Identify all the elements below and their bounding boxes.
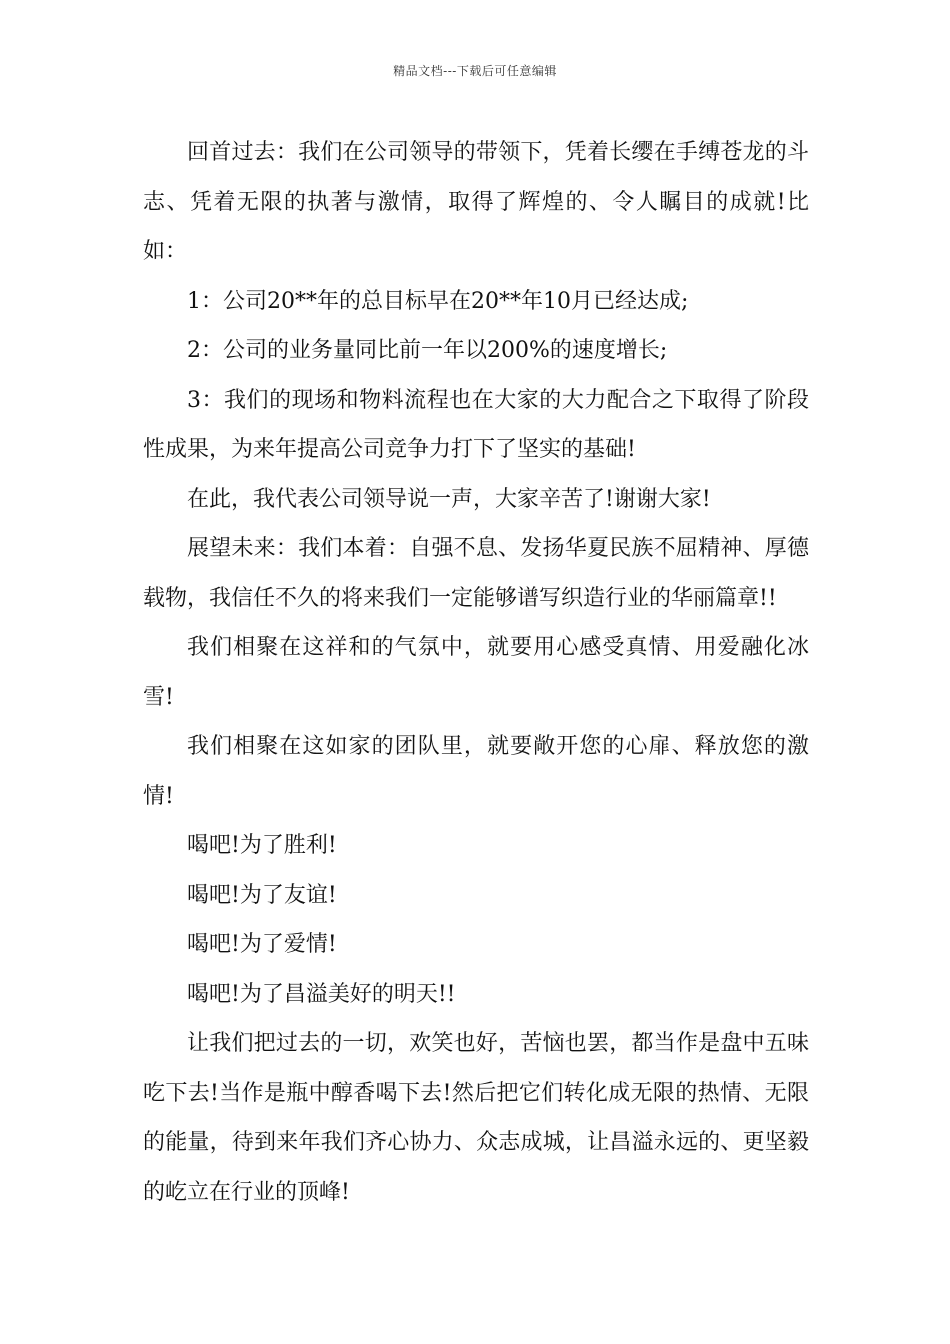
page-header: 精品文档---下载后可任意编辑 xyxy=(393,64,557,78)
paragraph-toast-friendship: 喝吧!为了友谊! xyxy=(187,882,337,908)
paragraph-closing: 让我们把过去的一切，欢笑也好，苦恼也罢，都当作是盘中五味吃下去!当作是瓶中醇香喝下去!然后把它们转化成无限的热情、无限的能量，待到来年我们齐心协力、众志成城，让昌溢永远的、更坚毅的屹立在行业的顶峰! xyxy=(143,1031,809,1205)
paragraph-toast-victory: 喝吧!为了胜利! xyxy=(187,833,337,858)
paragraph-toast-love: 喝吧!为了爱情! xyxy=(187,932,337,957)
paragraph-gathering-2: 我们相聚在这如家的团队里，就要敞开您的心扉、释放您的激情! xyxy=(143,734,809,809)
paragraph-item-1: 1：公司20**年的总目标早在20**年10月已经达成; xyxy=(187,288,689,314)
paragraph-thanks: 在此，我代表公司领导说一声，大家辛苦了!谢谢大家! xyxy=(187,486,711,512)
paragraph-item-2: 2：公司的业务量同比前一年以200%的速度增长; xyxy=(187,338,668,363)
document-body xyxy=(143,128,809,1217)
paragraph-outlook: 展望未来：我们本着：自强不息、发扬华夏民族不屈精神、厚德载物，我信任不久的将来我们一定能够谱写织造行业的华丽篇章!! xyxy=(143,536,809,611)
paragraph-toast-tomorrow: 喝吧!为了昌溢美好的明天!! xyxy=(187,981,456,1007)
paragraph-item-3: 3：我们的现场和物料流程也在大家的大力配合之下取得了阶段性成果，为来年提高公司竞争力打下了坚实的基础! xyxy=(143,387,809,462)
paragraph-review: 回首过去：我们在公司领导的带领下，凭着长缨在手缚苍龙的斗志、凭着无限的执著与激情，取得了辉煌的、令人瞩目的成就!比如： xyxy=(143,140,809,264)
paragraph-gathering-1: 我们相聚在这祥和的气氛中，就要用心感受真情、用爱融化冰雪! xyxy=(143,635,809,710)
